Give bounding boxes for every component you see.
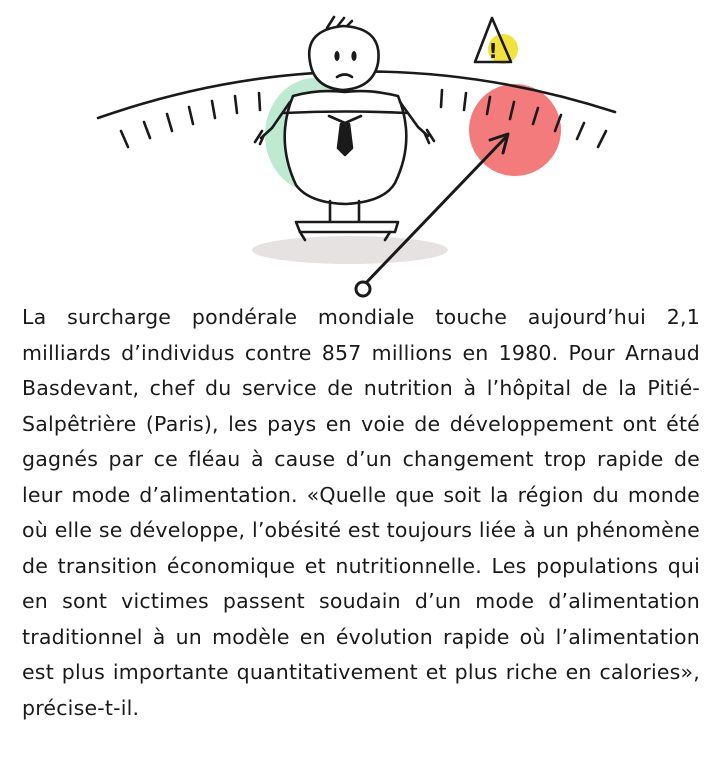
scale-illustration (0, 0, 720, 300)
floor-shadow (252, 236, 448, 264)
article-paragraph: La surcharge pondérale mondiale touche aujourd’hui 2,1 milliards d’individus contre 857 millions en 1980. Pour Arnaud Basdevant, chef du service de nutrition à l’hôpital de la Pitié-Salpêtrière (Paris), les pays en voie de développement ont été gagnés par ce fléau à cause d’un changement trop rapide de leur mode d’alimentation. «Quelle que soit la région du monde où elle se développe, l’obésité est toujours liée à un phénomène de transition économique et nutritionnelle. Les populations qui en sont victimes passent soudain d’un mode d’alimentation traditionnel à un modèle en évolution rapide où l’alimentation est plus importante quantitativement et plus riche en calories», précise-t-il. (22, 305, 700, 720)
article-text (22, 300, 700, 726)
warning-icon (475, 18, 518, 64)
warning-symbol: ! (488, 39, 498, 63)
